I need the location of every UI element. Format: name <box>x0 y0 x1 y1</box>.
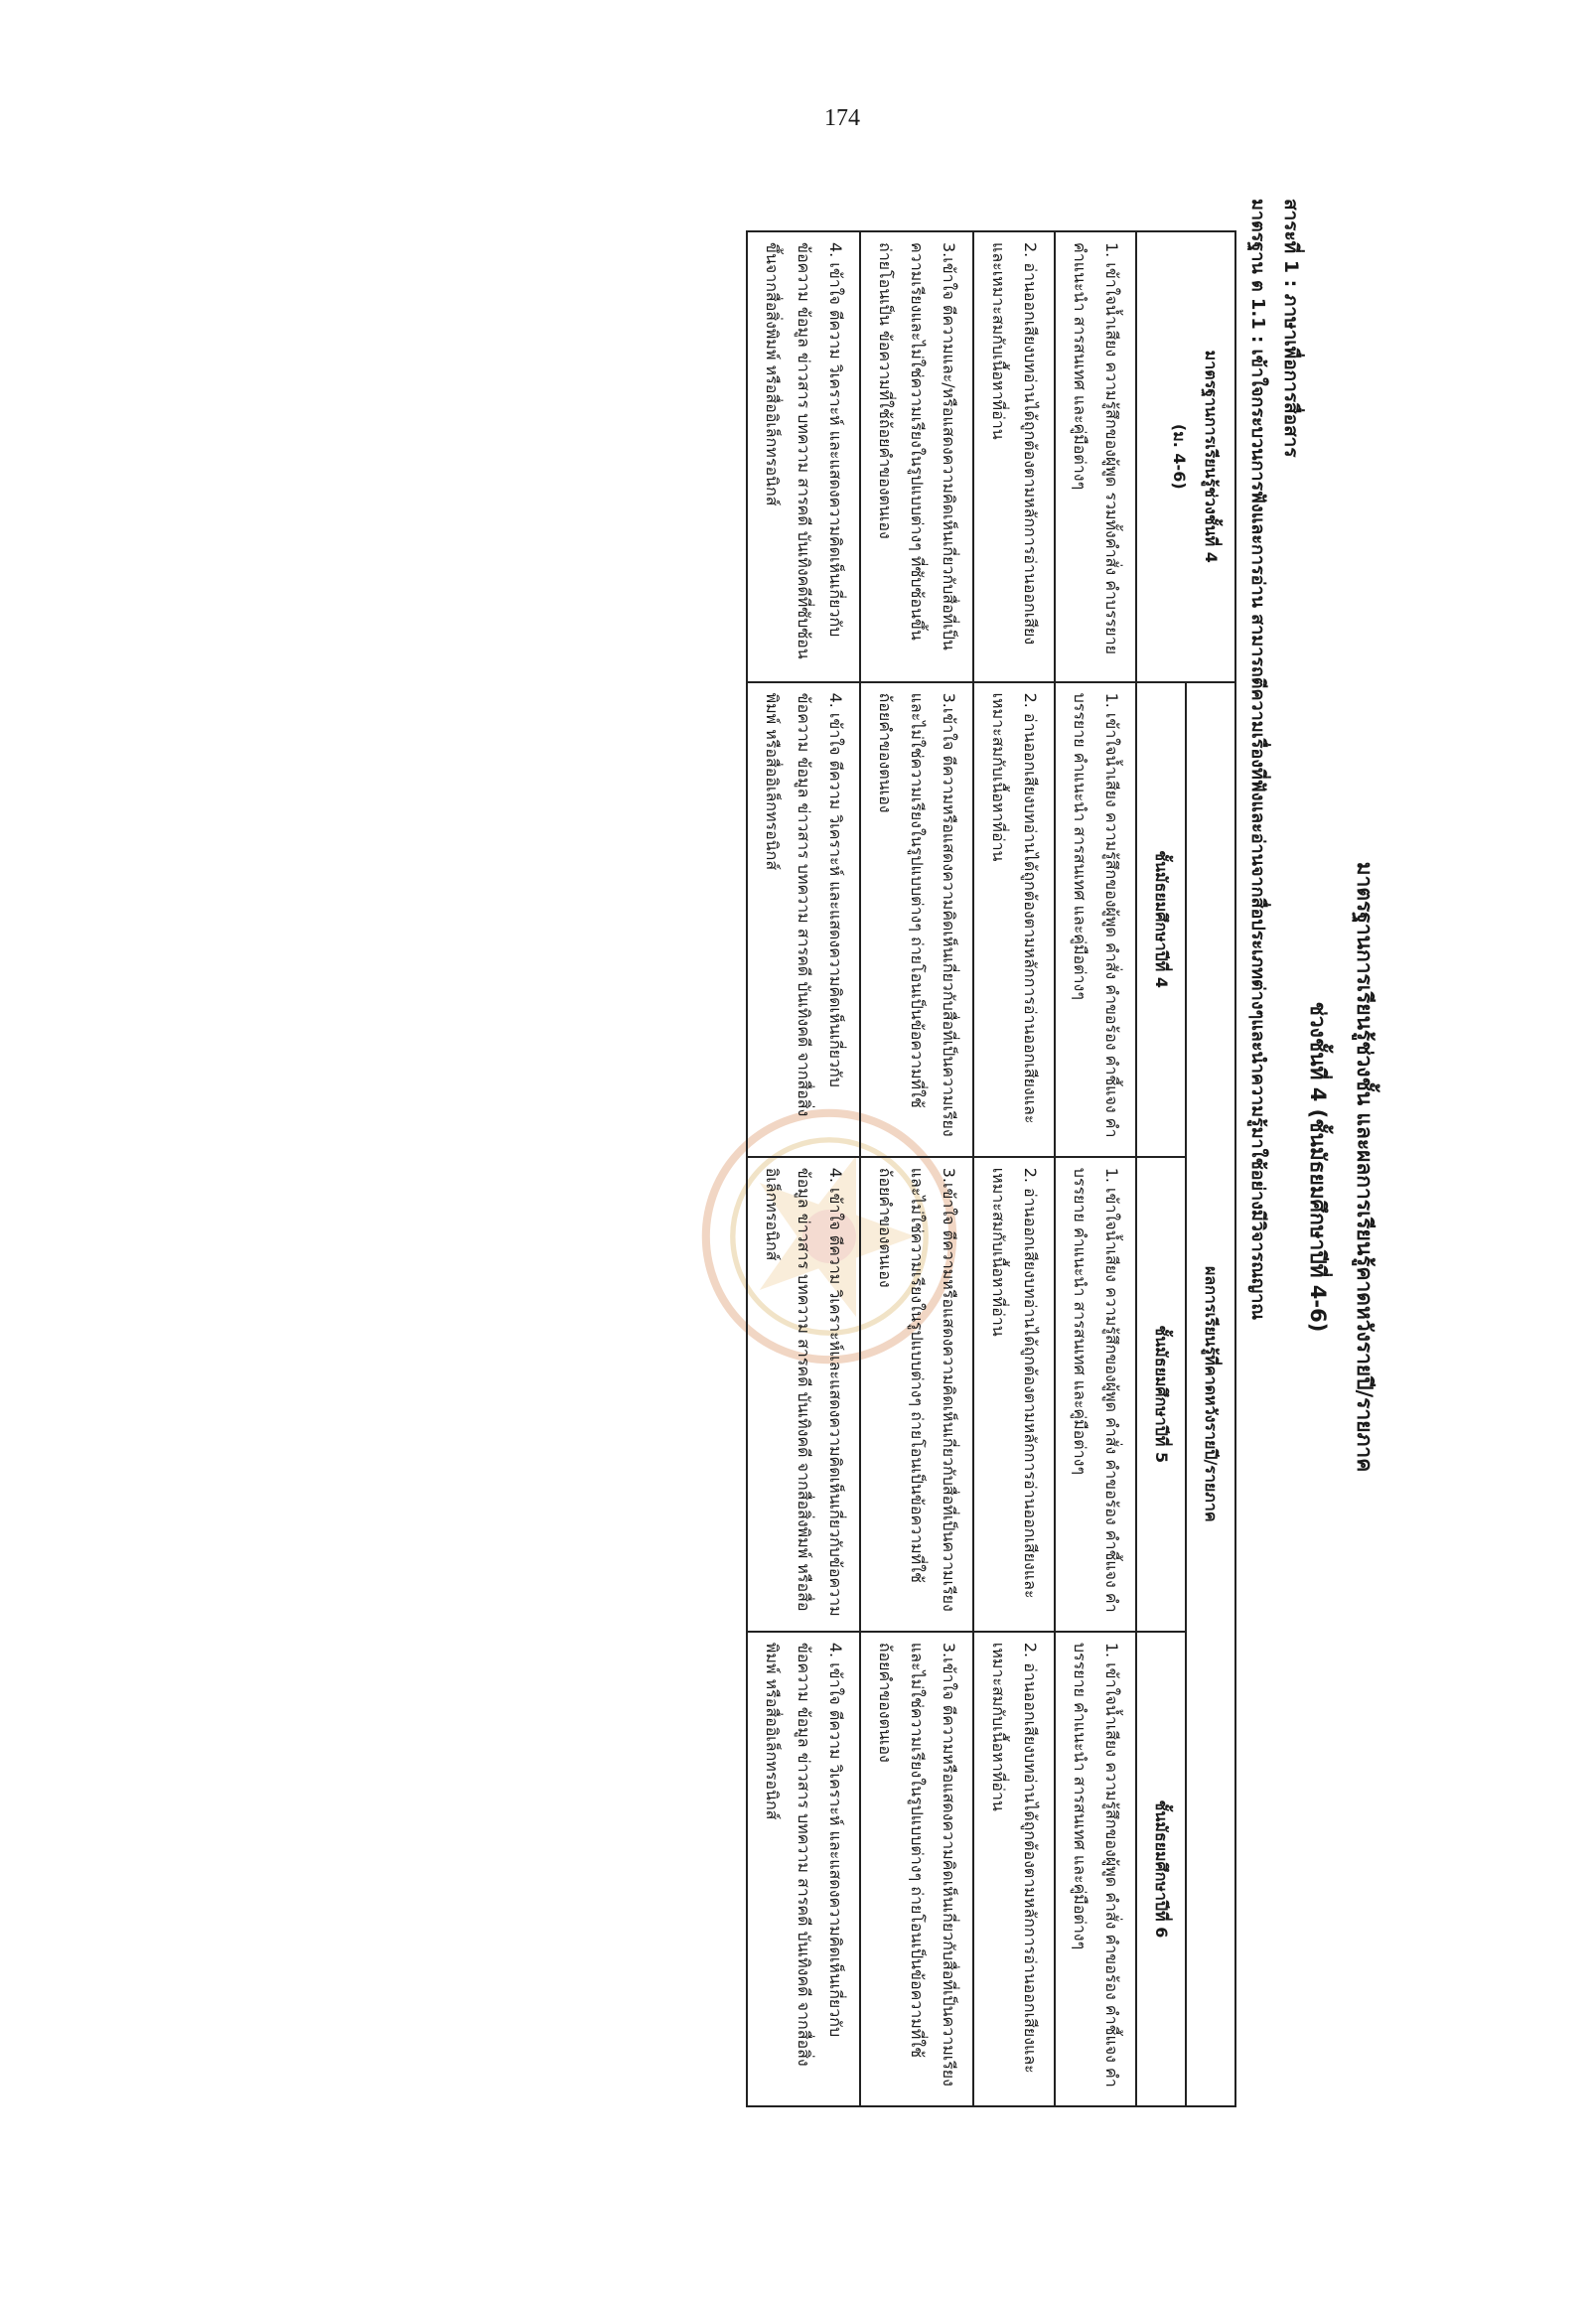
subject-heading: สาระที่ 1 : ภาษาเพื่อการสื่อสาร <box>1280 199 1302 458</box>
table-row <box>860 231 973 2106</box>
rotated-page-content <box>288 159 1579 2175</box>
title-line-2: ช่วงชั้นที่ 4 (ชั้นมัธยมศึกษาปีที่ 4-6) <box>1306 1001 1330 1333</box>
cell-grade-4: 2. อ่านออกเสียงบทอ่านได้ถูกต้องตามหลักการอ่านออกเสียงและเหมาะสมกับเนื้อหาที่อ่าน <box>973 682 1055 1157</box>
cell-grade-6: 4. เข้าใจ ตีความ วิเคราะห์ และแสดงความคิดเห็นเกี่ยวกับข้อความ ข้อมูล ข่าวสาร บทความ สารคดี บันเทิงคดี จากสื่อสิ่งพิมพ์ หรือสื่ออิเล็กทรอนิกส์ <box>747 1632 860 2106</box>
document-title <box>1301 159 1380 2175</box>
curriculum-table <box>746 230 1236 2107</box>
standard-heading: มาตรฐาน ต 1.1 : เข้าใจกระบวนการฟังและการอ่าน สามารถตีความเรื่องที่ฟังและอ่านจากสื่อประเภทต่างๆและนำความรู้มาใช้อย่างมีวิจารณญาณ <box>1247 199 1268 1321</box>
table-row <box>1055 231 1136 2106</box>
cell-grade-6: 1. เข้าใจน้ำเสียง ความรู้สึกของผู้พูด คำสั่ง คำขอร้อง คำชี้แจง คำบรรยาย คำแนะนำ สารสนเทศ และคู่มือต่างๆ <box>1055 1632 1136 2106</box>
cell-grade-5: 1. เข้าใจน้ำเสียง ความรู้สึกของผู้พูด คำสั่ง คำขอร้อง คำชี้แจง คำบรรยาย คำแนะนำ สารสนเทศ และคู่มือต่างๆ <box>1055 1157 1136 1632</box>
cell-grade-5: 4. เข้าใจ ตีความ วิเคราะห์และแสดงความคิดเห็นเกี่ยวกับข้อความ ข้อมูล ข่าวสาร บทความ สารคดี บันเทิงคดี จากสื่อสิ่งพิมพ์ หรือสื่ออิเล็กทรอนิกส์ <box>747 1157 860 1632</box>
table-row <box>973 231 1055 2106</box>
cell-grade-4: 1. เข้าใจน้ำเสียง ความรู้สึกของผู้พูด คำสั่ง คำขอร้อง คำชี้แจง คำบรรยาย คำแนะนำ สารสนเทศ และคู่มือต่างๆ <box>1055 682 1136 1157</box>
cell-grade-4: 4. เข้าใจ ตีความ วิเคราะห์ และแสดงความคิดเห็นเกี่ยวกับข้อความ ข้อมูล ข่าวสาร บทความ สารคดี บันเทิงคดี จากสื่อสิ่งพิมพ์ หรือสื่ออิเล็กทรอนิกส์ <box>747 682 860 1157</box>
cell-standard: 2. อ่านออกเสียงบทอ่านได้ถูกต้องตามหลักการอ่านออกเสียงและเหมาะสมกับเนื้อหาที่อ่าน <box>973 231 1055 682</box>
cell-standard: 1. เข้าใจน้ำเสียง ความรู้สึกของผู้พูด รวมทั้งคำสั่ง คำบรรยาย คำแนะนำ สารสนเทศ และคู่มือต่างๆ <box>1055 231 1136 682</box>
cell-grade-6: 3.เข้าใจ ตีความหรือแสดงความคิดเห็นเกี่ยวกับสื่อที่เป็นความเรียงและไม่ใช่ความเรียงในรูปแบบต่างๆ ถ่ายโอนเป็นข้อความที่ใช้ถ้อยคำของตนเอง <box>860 1632 973 2106</box>
title-line-1: มาตรฐานการเรียนรู้ช่วงชั้น และผลการเรียนรู้คาดหวังรายปี/รายภาค <box>1353 861 1377 1473</box>
table-row <box>747 231 860 2106</box>
cell-standard: 4. เข้าใจ ตีความ วิเคราะห์ และแสดงความคิดเห็นเกี่ยวกับข้อความ ข้อมูล ข่าวสาร บทความ สารคดี บันเทิงคดีที่ซับซ้อนขึ้นจากสื่อสิ่งพิมพ์ หรือสื่ออิเล็กทรอนิกส์ <box>747 231 860 682</box>
cell-grade-4: 3.เข้าใจ ตีความหรือแสดงความคิดเห็นเกี่ยวกับสื่อที่เป็นความเรียงและไม่ใช่ความเรียงในรูปแบบต่างๆ ถ่ายโอนเป็นข้อความที่ใช้ถ้อยคำของตนเอง <box>860 682 973 1157</box>
header-standard-subtitle: (ม. 4-6) <box>1170 423 1189 490</box>
header-grade-4: ชั้นมัธยมศึกษาปีที่ 4 <box>1136 682 1186 1157</box>
cell-grade-5: 3.เข้าใจ ตีความหรือแสดงความคิดเห็นเกี่ยวกับสื่อที่เป็นความเรียงและไม่ใช่ความเรียงในรูปแบบต่างๆ ถ่ายโอนเป็นข้อความที่ใช้ถ้อยคำของตนเอง <box>860 1157 973 1632</box>
header-standard <box>1136 231 1235 682</box>
cell-standard: 3.เข้าใจ ตีความและ/หรือแสดงความคิดเห็นเกี่ยวกับสื่อที่เป็นความเรียงและไม่ใช่ความเรียงในรูปแบบต่างๆ ที่ซับซ้อนขึ้น ถ่ายโอนเป็น ข้อความที่ใช้ถ้อยคำของตนเอง <box>860 231 973 682</box>
header-outcomes: ผลการเรียนรู้ที่คาดหวังรายปี/รายภาค <box>1186 682 1235 2106</box>
cell-grade-5: 2. อ่านออกเสียงบทอ่านได้ถูกต้องตามหลักการอ่านออกเสียงและเหมาะสมกับเนื้อหาที่อ่าน <box>973 1157 1055 1632</box>
cell-grade-6: 2. อ่านออกเสียงบทอ่านได้ถูกต้องตามหลักการอ่านออกเสียงและเหมาะสมกับเนื้อหาที่อ่าน <box>973 1632 1055 2106</box>
header-grade-5: ชั้นมัธยมศึกษาปีที่ 5 <box>1136 1157 1186 1632</box>
header-standard-title: มาตรฐานการเรียนรู้ช่วงชั้นที่ 4 <box>1202 350 1221 563</box>
header-grade-6: ชั้นมัธยมศึกษาปีที่ 6 <box>1136 1632 1186 2106</box>
page-number: 174 <box>824 105 860 131</box>
